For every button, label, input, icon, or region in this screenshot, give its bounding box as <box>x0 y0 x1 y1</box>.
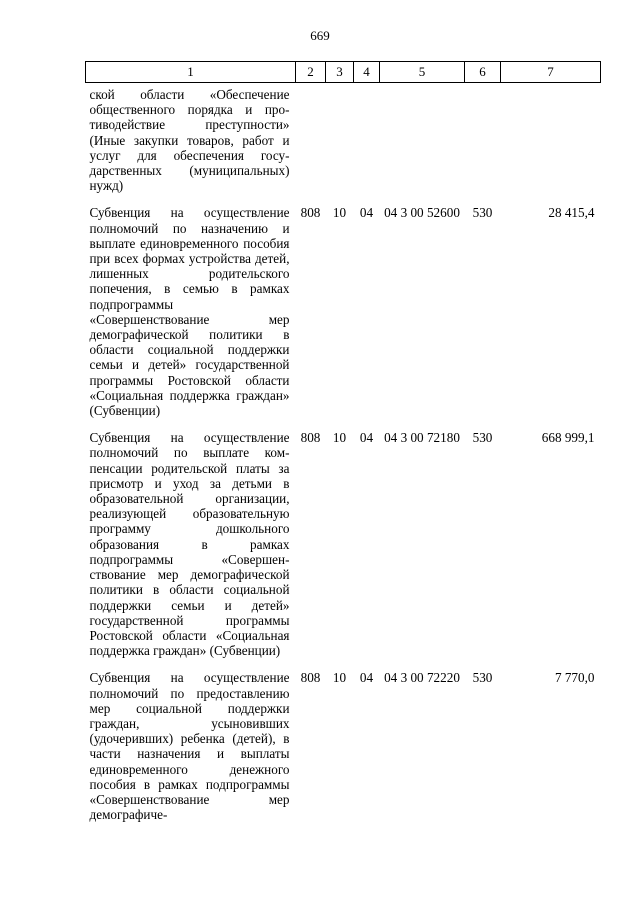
header-row <box>86 62 601 83</box>
table-row <box>86 666 601 830</box>
table-row <box>86 83 601 202</box>
row-code-5 <box>380 83 465 202</box>
row-code-6: 530 <box>472 670 493 686</box>
row-code-4: 04 <box>359 205 374 221</box>
row-amount: 7 770,0 <box>554 670 595 686</box>
row-code-2: 808 <box>300 430 321 446</box>
row-code-6: 530 <box>472 205 493 221</box>
header-col-3: 3 <box>326 62 354 83</box>
row-code-2 <box>296 83 326 202</box>
row-code-4: 04 <box>359 430 374 446</box>
row-code-6: 530 <box>472 430 493 446</box>
table-row <box>86 201 601 426</box>
row-code-2: 808 <box>300 670 321 686</box>
row-code-3 <box>326 83 354 202</box>
header-col-5: 5 <box>380 62 465 83</box>
row-code-2: 808 <box>300 205 321 221</box>
row-description: Субвенция на осуществление полномочий по выплате компенсации родительской платы за присмотр и уход за детьми в образовательной организации, реализующей образовательную программу дошкольного образования в рамках подпрограммы «Совершенствование мер демографической политики в области социальной поддержки семьи и детей» государственной программы Ростовской области «Социальная поддержка граждан» (Субвенции) <box>89 430 290 659</box>
row-code-3: 10 <box>332 205 347 221</box>
budget-table <box>85 61 601 830</box>
row-code-3: 10 <box>332 670 347 686</box>
row-code-5: 04 3 00 72220 <box>384 670 460 686</box>
row-description: ской области «Обеспечение общественного порядка и противодействие преступности» (Иные закупки товаров, работ и услуг для обеспечения государственных (муниципальных) нужд) <box>89 87 290 194</box>
header-col-4: 4 <box>354 62 380 83</box>
row-amount <box>501 83 601 202</box>
row-code-4: 04 <box>359 670 374 686</box>
row-code-3: 10 <box>332 430 347 446</box>
header-col-6: 6 <box>465 62 501 83</box>
row-amount: 668 999,1 <box>541 430 595 446</box>
table-row <box>86 426 601 666</box>
header-col-7: 7 <box>501 62 601 83</box>
page-number: 669 <box>310 28 330 43</box>
header-col-2: 2 <box>296 62 326 83</box>
row-code-4 <box>354 83 380 202</box>
row-amount: 28 415,4 <box>548 205 595 221</box>
row-description: Субвенция на осуществление полномочий по назначению и выплате единовременного пособия при всех формах устройства детей, лишенных родительского попечения, в семью в рамках подпрограммы «Совершенствование мер демографической политики в области социальной поддержки семьи и детей» государственной программы Ростовской области «Социальная поддержка граждан» (Субвенции) <box>89 205 290 419</box>
header-col-1: 1 <box>86 62 296 83</box>
row-description: Субвенция на осуществление полномочий по предоставлению мер социальной поддержки граждан, усыновивших (удочеривших) ребенка (детей), в части назначения и выплаты единовременного денежного пособия в рамках подпрограммы «Совершенствование мер демографиче- <box>89 670 290 823</box>
row-code-5: 04 3 00 52600 <box>384 205 460 221</box>
row-code-5: 04 3 00 72180 <box>384 430 460 446</box>
row-code-6 <box>465 83 501 202</box>
